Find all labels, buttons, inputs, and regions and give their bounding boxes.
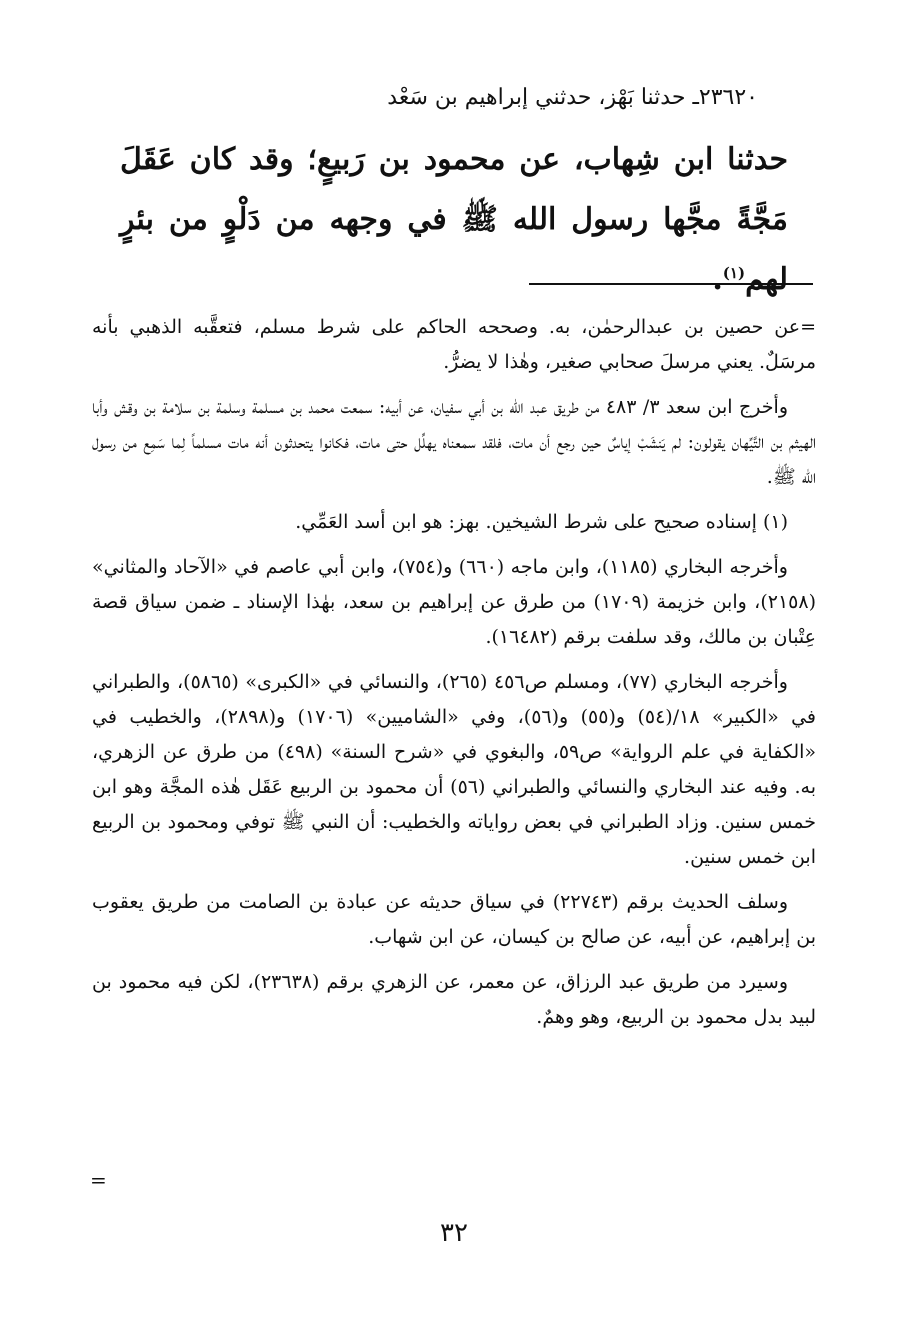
hadith-body-text: حدثنا ابن شِهاب، عن محمود بن رَبيعٍ؛ وقد كان عَقَلَ مَجَّةً مجَّها رسول الله ﷺ في وجهه من دَلْوٍ من بئرٍ لهم xyxy=(120,142,788,297)
footnote-paragraph: وسلف الحديث برقم (٢٢٧٤٣) في سياق حديثه عن عبادة بن الصامت من طريق يعقوب بن إبراهيم، عن أبيه، عن صالح بن كيسان، عن ابن شهاب. xyxy=(92,891,816,948)
page-number: ٣٢ xyxy=(440,1218,468,1248)
footnote-marker[interactable]: (١) xyxy=(722,264,746,282)
footnote-paragraph: وأخرج ابن سعد ٣/ ٤٨٣ من طريق عبد الله بن أبي سفيان، عن أبيه: سمعت محمد بن مسلمة وسلمة بن سلامة بن وقش وأبا الهيثم بن التَّيِّهان يقولون: لم يَنشَبْ إياسٌ حين رجع أن مات، فلقد سمعناه يهلِّل حتى مات، فكانوا يتحدثون أنه مات مسلماً لِما سَمِع من رسول الله ﷺ. xyxy=(92,396,816,488)
continuation-mark: = xyxy=(90,1168,107,1192)
hadith-header: ٢٣٦٢٠ـ حدثنا بَهْز، حدثني إبراهيم بن سَعْد xyxy=(387,85,758,110)
footnote-divider xyxy=(529,283,813,285)
footnotes-section xyxy=(92,310,816,1045)
footnote-continuation: =عن حصين بن عبدالرحمٰن، به. وصححه الحاكم على شرط مسلم، فتعقَّبه الذهبي بأنه مرسَلٌ. يعني مرسلَ صحابي صغير، وهٰذا لا يضرُّ. xyxy=(92,316,816,373)
hadith-body-end: . xyxy=(712,262,723,297)
footnote-paragraph: وأخرجه البخاري (٧٧)، ومسلم ص٤٥٦ (٢٦٥)، والنسائي في «الكبرى» (٥٨٦٥)، والطبراني في «الكبير» ١٨/(٥٤) و(٥٥) و(٥٦)، وفي «الشاميين» (١٧٠٦) و(٢٨٩٨)، والخطيب في «الكفاية في علم الرواية» ص٥٩، والبغوي في «شرح السنة» (٤٩٨) من طرق عن الزهري، به. وفيه عند البخاري والنسائي والطبراني (٥٦) أن محمود بن الربيع عَقَل هٰذه المجَّة وهو ابن خمس سنين. وزاد الطبراني في بعض رواياته والخطيب: أن النبي ﷺ توفي ومحمود بن الربيع ابن خمس سنين. xyxy=(92,671,817,868)
footnote-paragraph: وأخرجه البخاري (١١٨٥)، وابن ماجه (٦٦٠) و(٧٥٤)، وابن أبي عاصم في «الآحاد والمثاني» (٢١٥٨)، وابن خزيمة (١٧٠٩) من طرق عن إبراهيم بن سعد، بهٰذا الإسناد ـ ضمن سياق قصة عِتْبان بن مالك، وقد سلفت برقم (١٦٤٨٢). xyxy=(92,556,816,648)
footnote-paragraph: وسيرد من طريق عبد الرزاق، عن معمر، عن الزهري برقم (٢٣٦٣٨)، لكن فيه محمود بن لبيد بدل محمود بن الربيع، وهو وهمٌ. xyxy=(92,971,816,1028)
footnote-1-heading: (١) إسناده صحيح على شرط الشيخين. بهز: هو ابن أسد العَمِّي. xyxy=(295,511,788,533)
